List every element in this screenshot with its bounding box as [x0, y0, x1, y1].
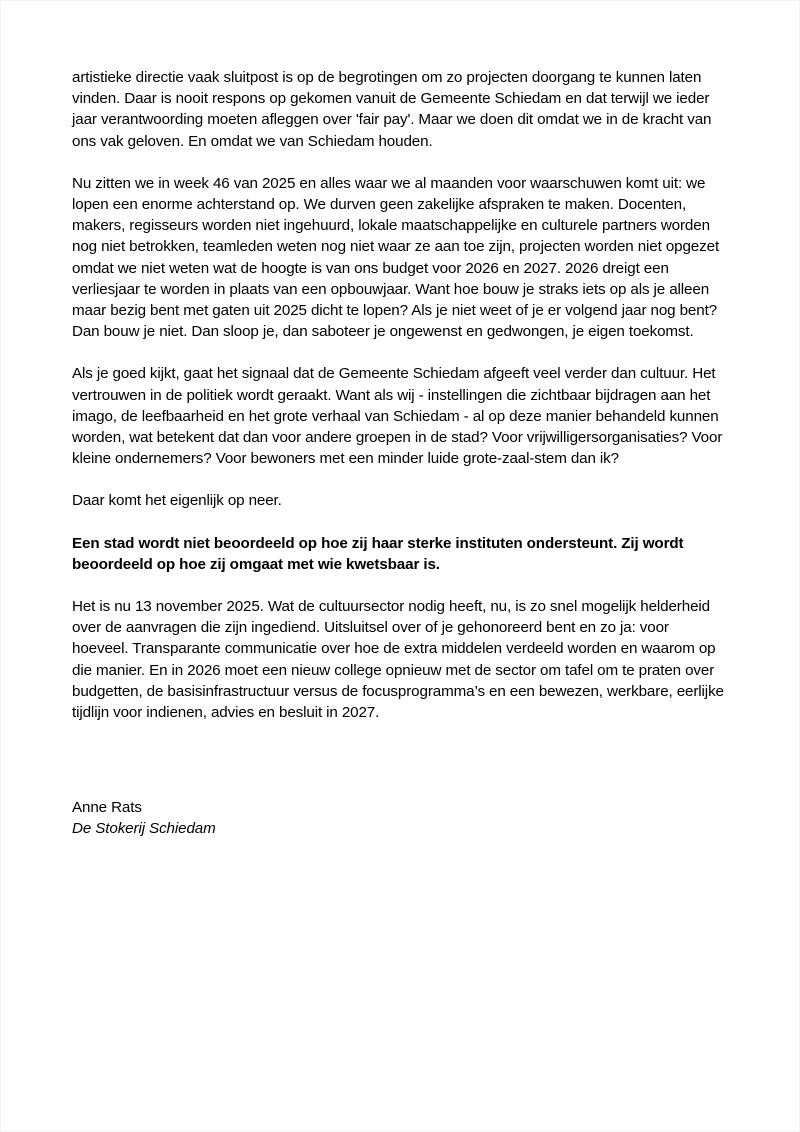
paragraph-2: Nu zitten we in week 46 van 2025 en alles waar we al maanden voor waarschuwen komt uit: we lopen een enorme achterstand op. We durven geen zakelijke afspraken te maken. Docenten, makers, regisseurs worden niet ingehuurd, lokale maatschappelijke en culturele partners worden nog niet betrokken, teamleden weten nog niet waar ze aan toe zijn, projecten worden niet opgezet omdat we niet weten wat de hoogte is van ons budget voor 2026 en 2027. 2026 dreigt een verliesjaar te worden in plaats van een opbouwjaar. Want hoe bouw je straks iets op als je alleen maar bezig bent met gaten uit 2025 dicht te lopen? Als je niet weet of je er volgend jaar nog bent? Dan bouw je niet. Dan sloop je, dan saboteer je ongewenst en gedwongen, je eigen toekomst. — [72, 174, 720, 341]
signature-organisation: De Stokerij Schiedam — [72, 820, 216, 838]
paragraph-6: Het is nu 13 november 2025. Wat de cultuursector nodig heeft, nu, is zo snel mogelijk helderheid over de aanvragen die zijn ingediend. Uitsluitsel over of je gehonoreerd bent en zo ja: voor hoeveel. Transparante communicatie over hoe de extra middelen verdeeld worden en waarom op die manier. En in 2026 moet een nieuw college opnieuw met de sector om tafel om te praten over budgetten, de basisinfrastructuur versus de focusprogramma’s en een bewezen, werkbare, eerlijke tijdlijn voor indienen, advies en besluit in 2027. — [72, 598, 724, 722]
document-body — [72, 67, 724, 723]
paragraph-4: Daar komt het eigenlijk op neer. — [72, 492, 282, 510]
paragraph-1: artistieke directie vaak sluitpost is op de begrotingen om zo projecten doorgang te kunnen laten vinden. Daar is nooit respons op gekomen vanuit de Gemeente Schiedam en dat terwijl we ieder jaar verantwoording moeten afleggen over 'fair pay'. Maar we doen dit omdat we in de kracht van ons vak geloven. En omdat we van Schiedam houden. — [72, 69, 712, 150]
paragraph-5-emphasis: Een stad wordt niet beoordeeld op hoe zij haar sterke instituten ondersteunt. Zij wordt beoordeeld op hoe zij omgaat met wie kwetsbaar is. — [72, 534, 684, 573]
signature-name: Anne Rats — [72, 799, 142, 816]
paragraph-3: Als je goed kijkt, gaat het signaal dat de Gemeente Schiedam afgeeft veel verder dan cultuur. Het vertrouwen in de politiek wordt geraakt. Want als wij - instellingen die zichtbaar bijdragen aan het imago, de leefbaarheid en het grote verhaal van Schiedam - al op deze manier behandeld kunnen worden, wat betekent dat dan voor andere groepen in de stad? Voor vrijwilligersorganisaties? Voor kleine ondernemers? Voor bewoners met een minder luide grote-zaal-stem dan ik? — [72, 365, 723, 468]
signature-block — [72, 797, 472, 839]
